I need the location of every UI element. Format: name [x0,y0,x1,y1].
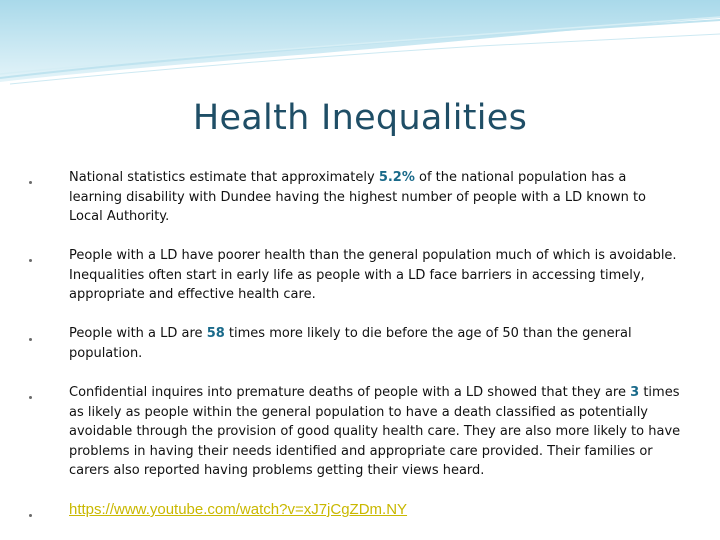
highlight-ratio: 3 [630,385,640,400]
bullet-dot [29,259,32,262]
bullet-3 [69,324,681,363]
bullet-dot [29,396,32,399]
bullet-1-text-end: of the national population has a learning disability with Dundee having the highest number of people with a LD known to Local Authority. [69,170,647,224]
highlight-percentage: 5.2% [378,170,415,185]
bullet-dot [29,514,32,517]
youtube-link[interactable]: https://www.youtube.com/watch?v=xJ7jCgZDm.NY [69,501,408,518]
bullet-1 [69,168,681,227]
bullet-4-text-end: times as likely as people within the general population to have a death classified as potentially avoidable through the provision of good quality health care. They are also more likely to have problems in having their needs identified and appropriate care provided. Their families or carers also reported having problems getting their views heard. [69,385,681,478]
bullet-1-text-start: National statistics estimate that approximately [69,170,379,185]
bullet-dot [29,338,32,341]
slide-title: Health Inequalities [192,98,528,138]
bullet-3-text-start: People with a LD are [69,326,207,341]
header-decoration [0,0,720,90]
bullet-2: People with a LD have poorer health than the general population much of which is avoidable. Inequalities often start in early life as people with a LD face barriers in accessing timely, appropriate and effective health care. [69,248,677,302]
highlight-times: 58 [206,326,225,341]
bullet-4 [69,383,681,481]
bullet-4-text-start: Confidential inquires into premature deaths of people with a LD showed that they are [69,385,631,400]
bullet-3-text-end: times more likely to die before the age of 50 than the general population. [69,326,632,361]
bullet-5 [69,500,681,521]
bullet-dot [29,181,32,184]
